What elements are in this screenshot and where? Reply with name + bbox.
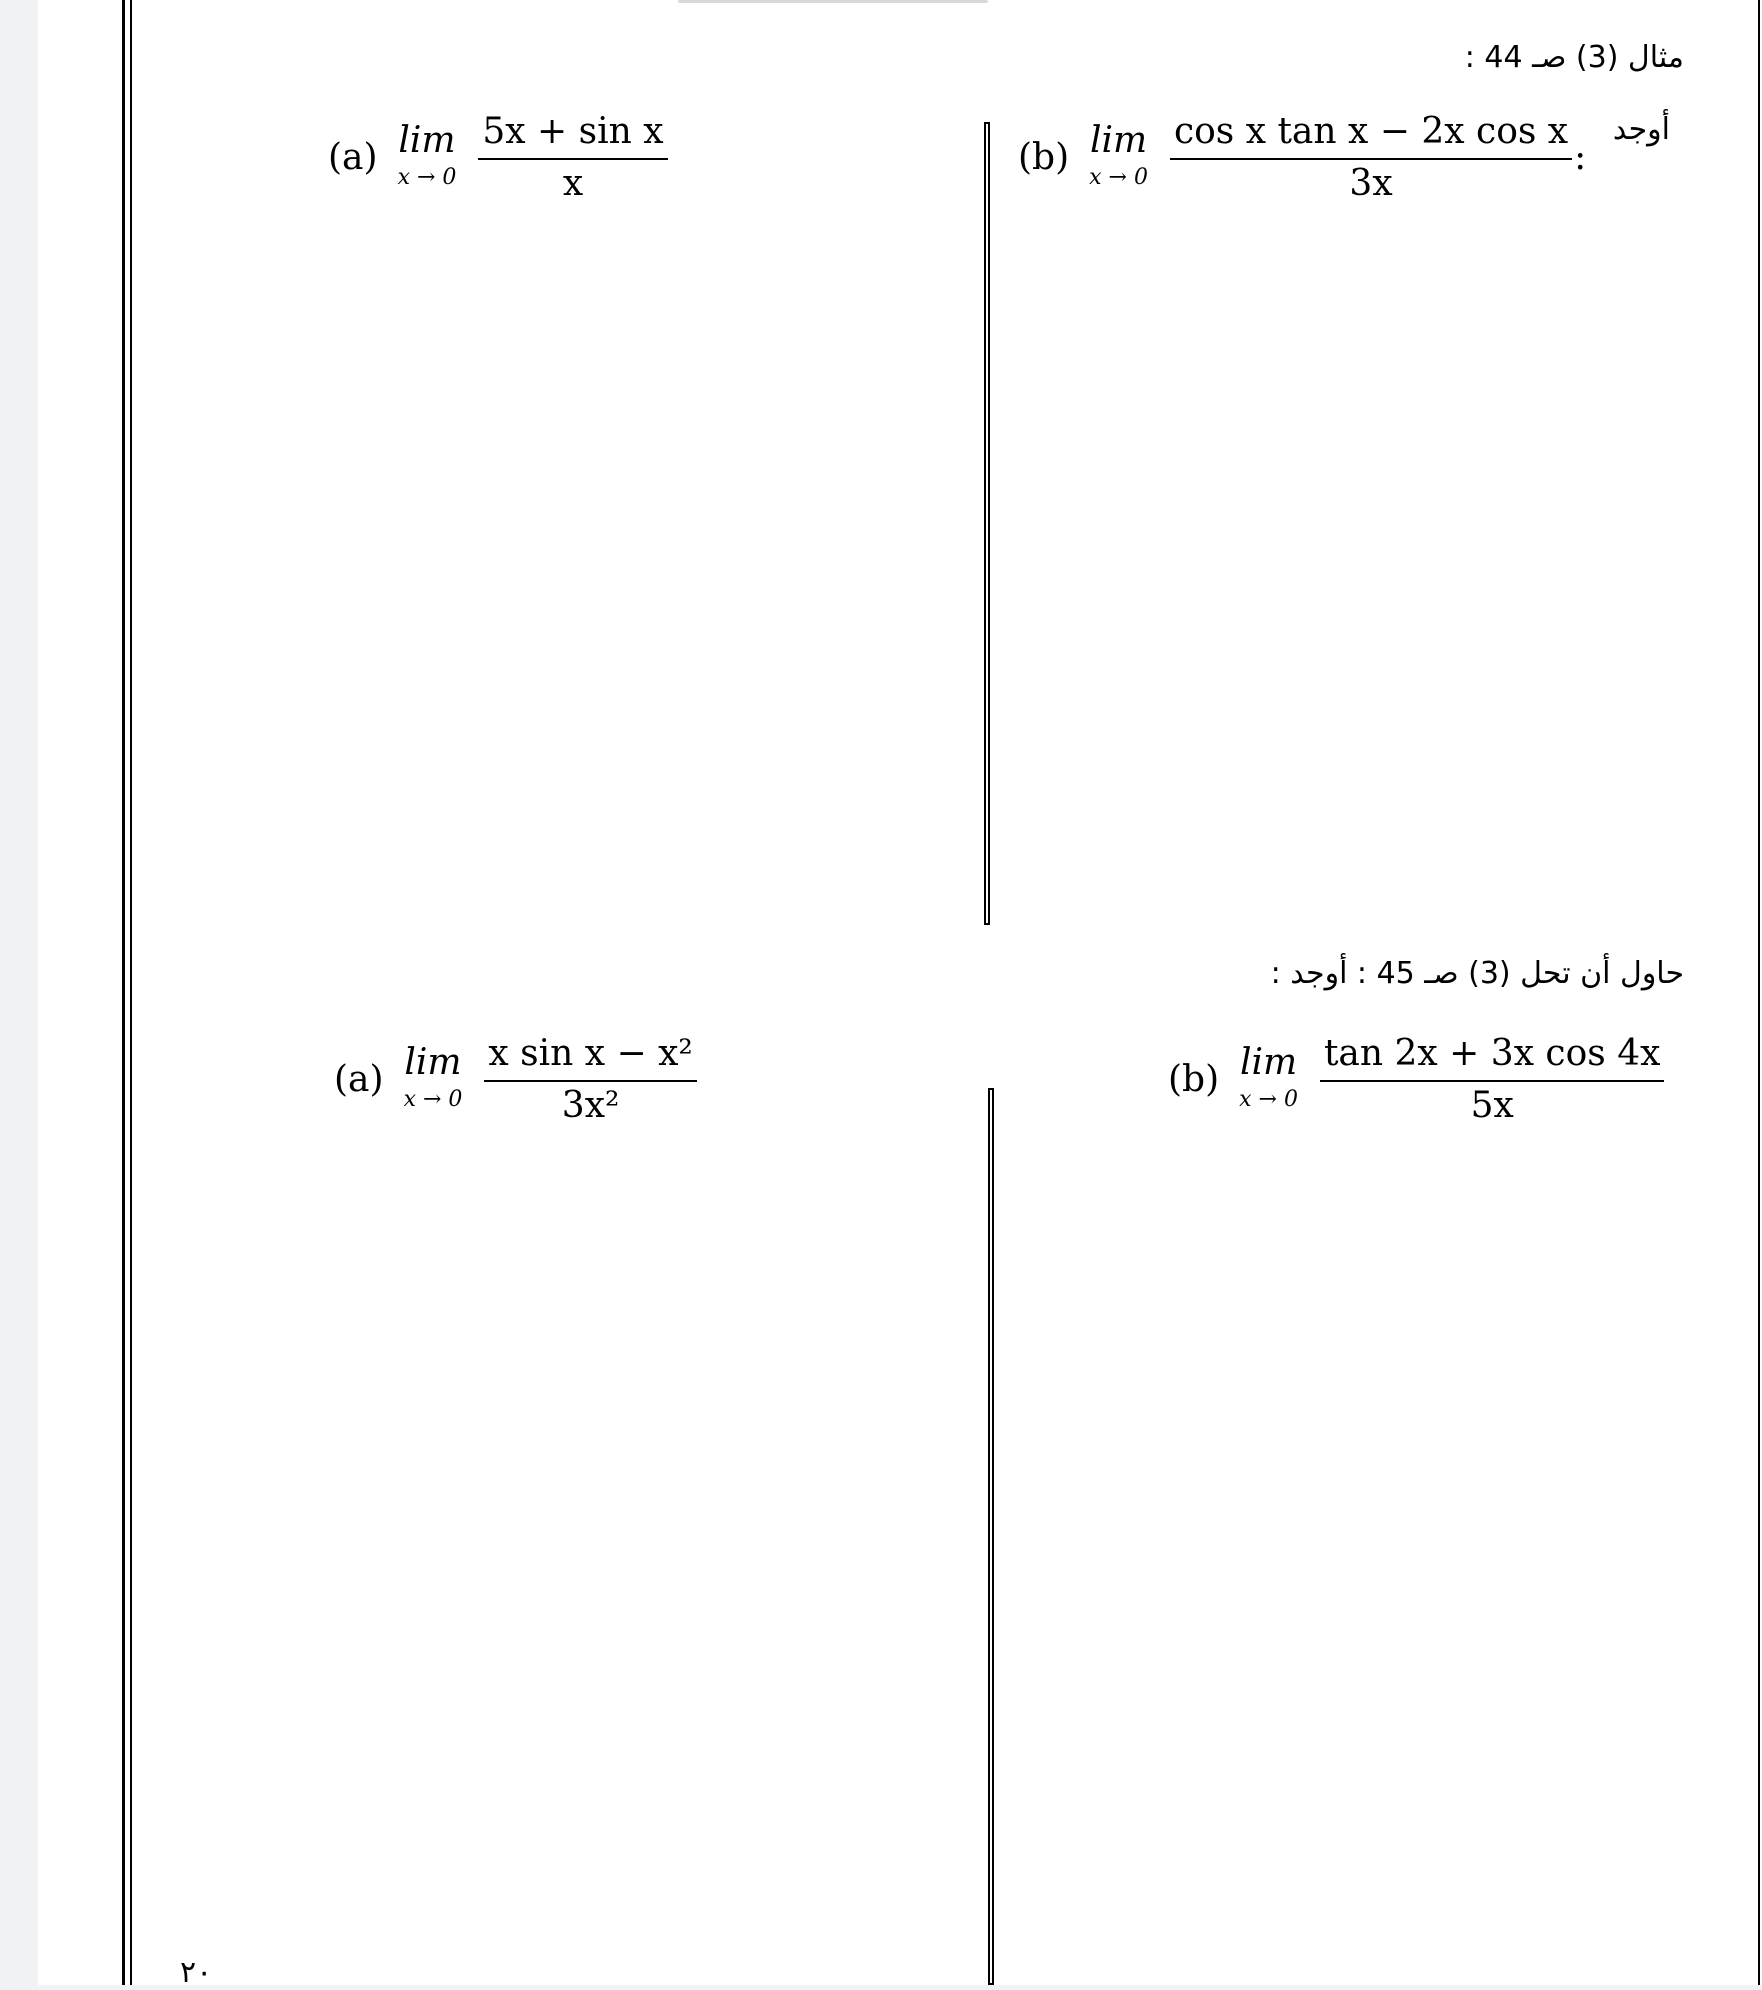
limit-operator bbox=[397, 120, 457, 191]
problem-label: (b) bbox=[1168, 1059, 1220, 1101]
column-divider-top bbox=[984, 122, 990, 925]
try-problem-b bbox=[1168, 1034, 1664, 1125]
page-number: ٢٠ bbox=[180, 1955, 213, 1990]
top-tab-decoration bbox=[678, 0, 988, 3]
page-border-right-inner bbox=[1758, 0, 1760, 1985]
problem-label: (b) bbox=[1018, 137, 1070, 179]
problem-label: (a) bbox=[328, 137, 378, 179]
column-divider-bottom bbox=[988, 1088, 994, 1985]
limit-operator bbox=[1239, 1042, 1298, 1113]
fraction bbox=[1170, 112, 1572, 203]
numerator: x sin x − x² bbox=[484, 1034, 696, 1082]
page-border-left-inner bbox=[130, 0, 132, 1985]
find-label: أوجد bbox=[1612, 112, 1670, 147]
numerator: cos x tan x − 2x cos x bbox=[1170, 112, 1572, 160]
try-problem-a bbox=[334, 1034, 697, 1125]
denominator: 3x bbox=[1349, 162, 1393, 204]
denominator: 5x bbox=[1470, 1084, 1514, 1126]
lim-subscript: x → 0 bbox=[1089, 165, 1148, 191]
lim-subscript: x → 0 bbox=[403, 1087, 463, 1113]
lim-word: lim bbox=[398, 120, 456, 162]
fraction bbox=[1320, 1034, 1664, 1125]
page-border-left-outer bbox=[122, 0, 125, 1985]
example-problem-a bbox=[328, 112, 668, 203]
try-it-heading: حاول أن تحل (3) صـ 45 : أوجد : bbox=[1270, 956, 1684, 991]
example-heading: مثال (3) صـ 44 : bbox=[1464, 40, 1684, 75]
denominator: x bbox=[562, 162, 584, 204]
lim-word: lim bbox=[1239, 1042, 1298, 1084]
lim-subscript: x → 0 bbox=[1239, 1087, 1298, 1113]
example-problem-b bbox=[1018, 112, 1586, 203]
denominator: 3x² bbox=[561, 1084, 620, 1126]
numerator: tan 2x + 3x cos 4x bbox=[1320, 1034, 1664, 1082]
fraction bbox=[484, 1034, 696, 1125]
problem-label: (a) bbox=[334, 1059, 384, 1101]
lim-subscript: x → 0 bbox=[397, 165, 457, 191]
lim-word: lim bbox=[404, 1042, 462, 1084]
limit-operator bbox=[403, 1042, 463, 1113]
lim-word: lim bbox=[1089, 120, 1148, 162]
limit-operator bbox=[1089, 120, 1148, 191]
colon: : bbox=[1574, 137, 1587, 179]
document-page bbox=[38, 0, 1762, 1990]
numerator: 5x + sin x bbox=[478, 112, 667, 160]
fraction bbox=[478, 112, 667, 203]
